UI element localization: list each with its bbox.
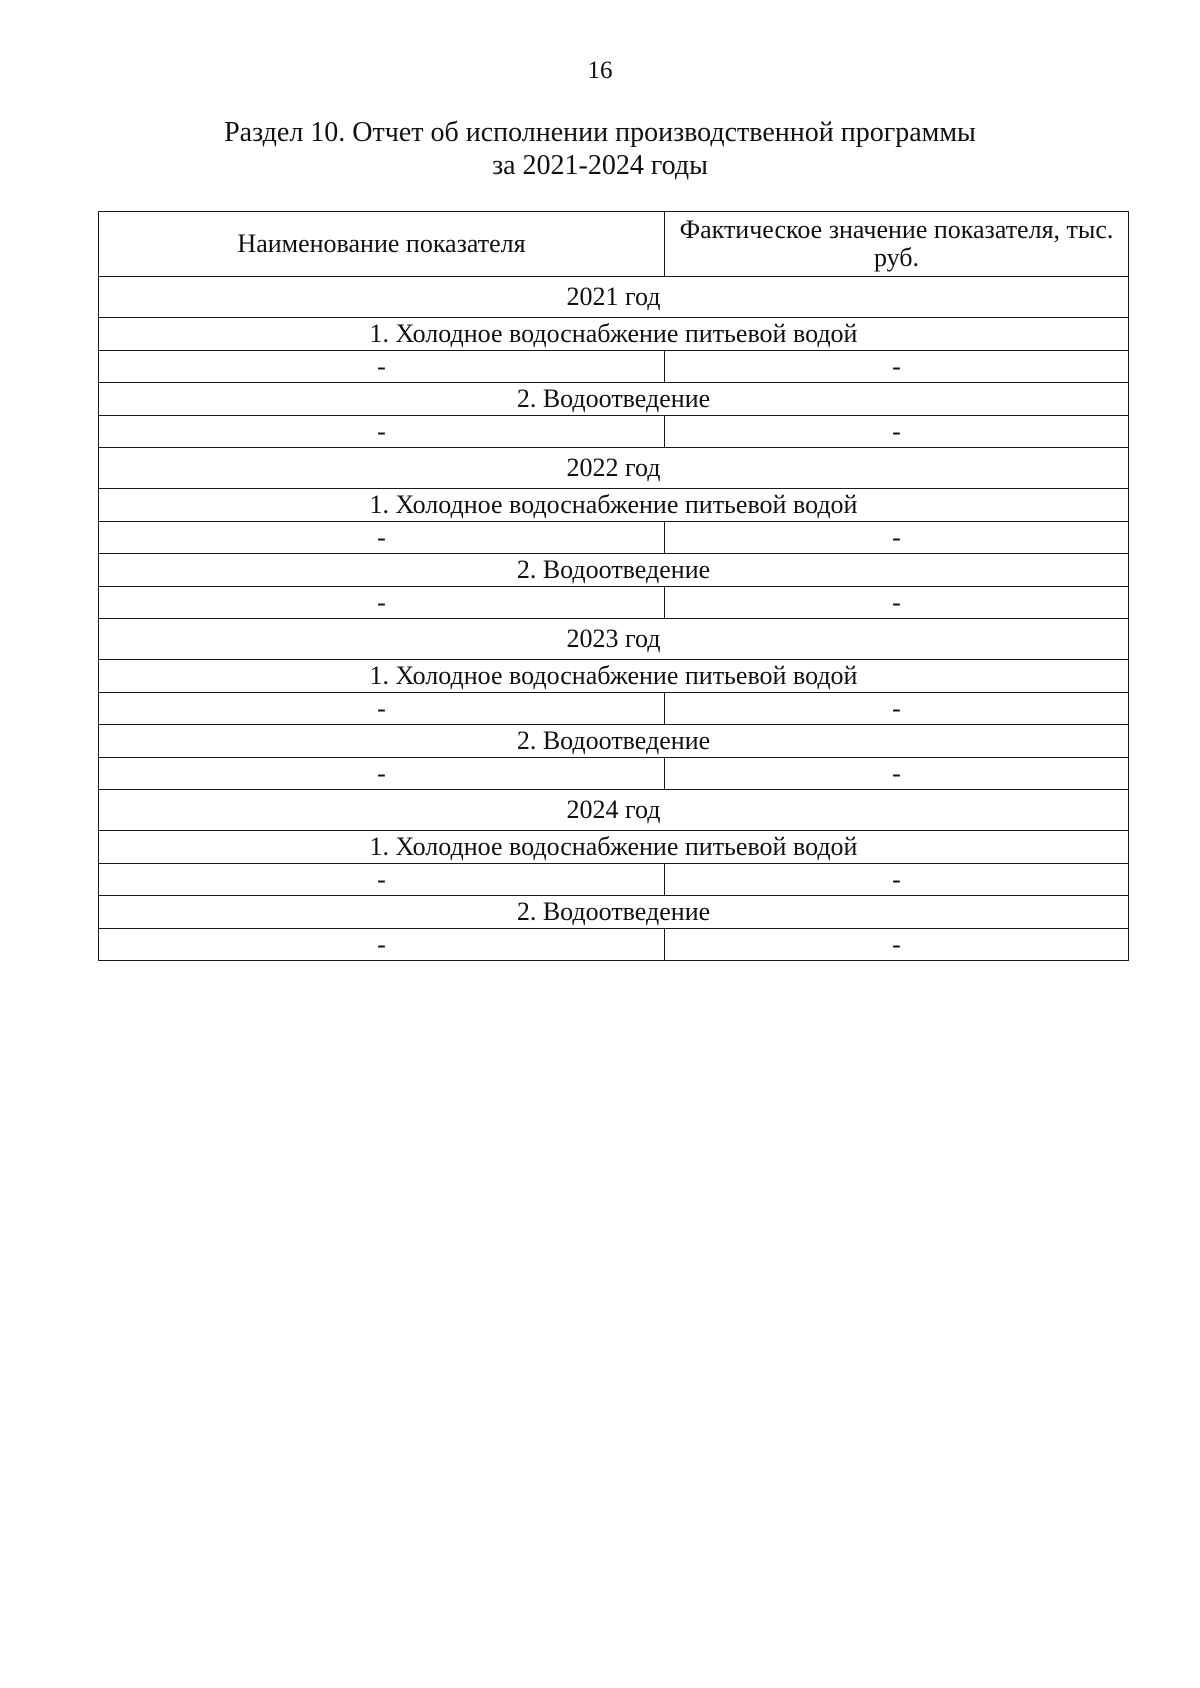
section-title: 1. Холодное водоснабжение питьевой водой [99, 660, 1129, 693]
section-row [99, 831, 1129, 864]
section-row [99, 660, 1129, 693]
report-table [98, 211, 1129, 961]
page-number: 16 [587, 57, 613, 84]
section-row [99, 554, 1129, 587]
section-row [99, 489, 1129, 522]
actual-value-cell: - [665, 758, 1129, 790]
indicator-name-cell: - [99, 864, 665, 896]
indicator-name-cell: - [99, 587, 665, 619]
year-row [99, 619, 1129, 660]
year-label: 2021 год [99, 277, 1129, 318]
actual-value-cell: - [665, 587, 1129, 619]
table-row [99, 758, 1129, 790]
section-row [99, 896, 1129, 929]
title-line-1: Раздел 10. Отчет об исполнении производственной программы [224, 117, 976, 148]
table-header-row [99, 212, 1129, 277]
section-title: 2. Водоотведение [99, 554, 1129, 587]
year-label: 2023 год [99, 619, 1129, 660]
indicator-name-cell: - [99, 522, 665, 554]
year-row [99, 448, 1129, 489]
section-title: 1. Холодное водоснабжение питьевой водой [99, 489, 1129, 522]
table-row [99, 522, 1129, 554]
indicator-name-cell: - [99, 351, 665, 383]
year-label: 2022 год [99, 448, 1129, 489]
section-row [99, 383, 1129, 416]
table-row [99, 864, 1129, 896]
table-row [99, 929, 1129, 961]
title-line-2: за 2021-2024 годы [492, 150, 708, 181]
table-row [99, 351, 1129, 383]
section-row [99, 725, 1129, 758]
table-row [99, 587, 1129, 619]
section-row [99, 318, 1129, 351]
indicator-name-cell: - [99, 693, 665, 725]
section-title: 2. Водоотведение [99, 896, 1129, 929]
actual-value-cell: - [665, 351, 1129, 383]
table-row [99, 416, 1129, 448]
actual-value-cell: - [665, 864, 1129, 896]
header-indicator-name: Наименование показателя [99, 212, 665, 277]
actual-value-cell: - [665, 416, 1129, 448]
section-title: 2. Водоотведение [99, 383, 1129, 416]
page-title [0, 116, 1200, 182]
indicator-name-cell: - [99, 929, 665, 961]
actual-value-cell: - [665, 693, 1129, 725]
actual-value-cell: - [665, 522, 1129, 554]
section-title: 1. Холодное водоснабжение питьевой водой [99, 318, 1129, 351]
actual-value-cell: - [665, 929, 1129, 961]
section-title: 2. Водоотведение [99, 725, 1129, 758]
year-row [99, 277, 1129, 318]
section-title: 1. Холодное водоснабжение питьевой водой [99, 831, 1129, 864]
indicator-name-cell: - [99, 758, 665, 790]
year-label: 2024 год [99, 790, 1129, 831]
header-actual-value: Фактическое значение показателя, тыс. руб. [665, 212, 1129, 277]
year-row [99, 790, 1129, 831]
indicator-name-cell: - [99, 416, 665, 448]
table-row [99, 693, 1129, 725]
